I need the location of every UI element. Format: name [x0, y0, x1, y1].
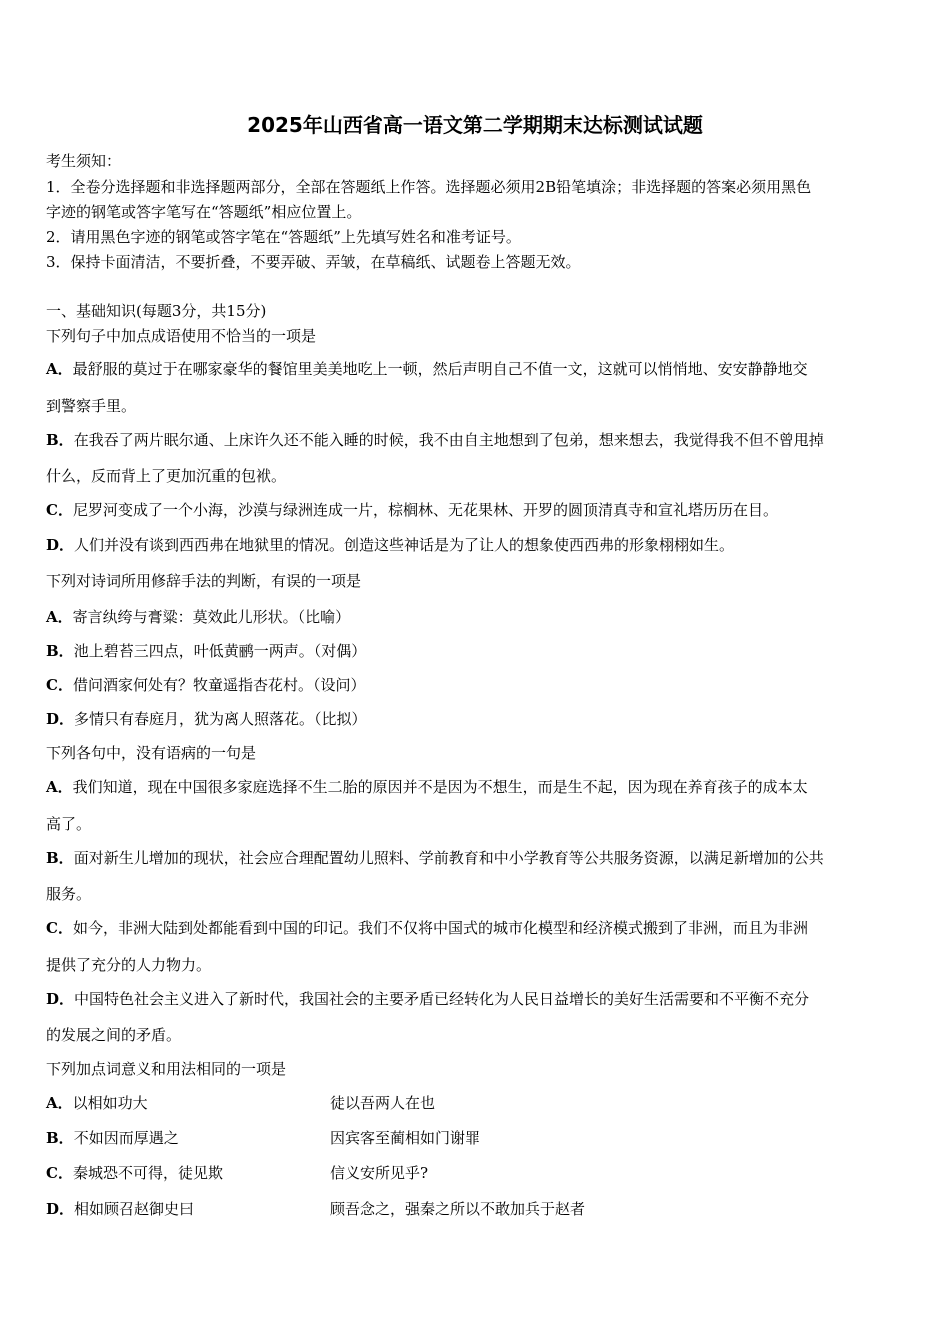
q3-option-b	[46, 847, 916, 869]
option-letter: C．	[46, 919, 73, 937]
q1-option-d	[46, 534, 916, 556]
notice-item-1: 1．全卷分选择题和非选择题两部分，全部在答题纸上作答。选择题必须用2B铅笔填涂；非选择题的答案必须用黑色	[46, 178, 812, 196]
option-letter: C．	[46, 676, 73, 694]
q2-option-c	[46, 674, 916, 696]
option-text: 如今，非洲大陆到处都能看到中国的印记。我们不仅将中国式的城市化模型和经济模式搬到了非洲，而且为非洲	[72, 919, 808, 937]
option-letter: D．	[46, 536, 75, 554]
option-text: 池上碧苔三四点，叶低黄鹂一两声。（对偶）	[73, 642, 367, 660]
q3-option-a-cont: 高了。	[46, 815, 92, 833]
q2-option-b	[46, 640, 916, 662]
notice-item-3: 3．保持卡面清洁，不要折叠，不要弄破、弄皱，在草稿纸、试题卷上答题无效。	[46, 253, 581, 271]
q4-option-d	[46, 1198, 916, 1220]
option-right-text: 信义安所见乎?	[330, 1164, 429, 1182]
option-text: 面对新生儿增加的现状，社会应合理配置幼儿照料、学前教育和中小学教育等公共服务资源，以满足新增加的公共	[73, 849, 824, 867]
option-letter: B．	[46, 431, 74, 449]
notice-item-2: 2．请用黑色字迹的钢笔或答字笔在“答题纸”上先填写姓名和准考证号。	[46, 228, 521, 246]
q1-option-b-cont: 什么，反而背上了更加沉重的包袱。	[46, 467, 287, 485]
q4-option-a	[46, 1092, 916, 1114]
q4-stem: 下列加点词意义和用法相同的一项是	[46, 1060, 287, 1078]
q1-stem: 下列句子中加点成语使用不恰当的一项是	[46, 327, 317, 345]
option-right-text: 因宾客至蔺相如门谢罪	[330, 1129, 481, 1147]
option-right-text: 徒以吾两人在也	[330, 1094, 436, 1112]
q2-option-a	[46, 606, 916, 628]
option-letter: D．	[46, 990, 75, 1008]
option-text: 人们并没有谈到西西弗在地狱里的情况。创造这些神话是为了让人的想象使西西弗的形象栩栩如生。	[74, 536, 735, 554]
option-left-text: 不如因而厚遇之	[73, 1129, 179, 1147]
option-text: 我们知道，现在中国很多家庭选择不生二胎的原因并不是因为不想生，而是生不起，因为现在养育孩子的成本太	[72, 778, 808, 796]
option-text: 借问酒家何处有？牧童遥指杏花村。（设问）	[72, 676, 366, 694]
q3-stem: 下列各句中，没有语病的一句是	[46, 744, 257, 762]
option-text: 中国特色社会主义进入了新时代，我国社会的主要矛盾已经转化为人民日益增长的美好生活需要和不平衡不充分	[74, 990, 810, 1008]
notice-heading: 考生须知：	[46, 152, 122, 170]
q1-option-b	[46, 429, 916, 451]
option-letter: A．	[46, 1094, 73, 1112]
q2-stem: 下列对诗词所用修辞手法的判断，有误的一项是	[46, 572, 362, 590]
q3-option-d-cont: 的发展之间的矛盾。	[46, 1026, 182, 1044]
option-letter: A．	[46, 608, 73, 626]
q4-option-c	[46, 1162, 916, 1184]
section-heading: 一、基础知识(每题3分，共15分)	[46, 302, 267, 320]
option-left-text: 秦城恐不可得，徒见欺	[72, 1164, 223, 1182]
option-letter: B．	[46, 849, 74, 867]
q3-option-c	[46, 917, 916, 939]
q3-option-a	[46, 776, 916, 798]
option-letter: B．	[46, 642, 74, 660]
option-letter: A．	[46, 778, 73, 796]
q1-option-a-cont: 到警察手里。	[46, 397, 137, 415]
option-left-text: 以相如功大	[72, 1094, 148, 1112]
option-text: 尼罗河变成了一个小海，沙漠与绿洲连成一片，棕榈林、无花果林、开罗的圆顶清真寺和宣礼塔历历在目。	[72, 501, 778, 519]
option-letter: D．	[46, 1200, 75, 1218]
option-right-text: 顾吾念之，强秦之所以不敢加兵于赵者	[330, 1200, 586, 1218]
q4-option-b	[46, 1127, 916, 1149]
page-title: 2025年山西省高一语文第二学期期末达标测试试题	[247, 113, 703, 137]
q3-option-b-cont: 服务。	[46, 885, 92, 903]
notice-item-1-cont: 字迹的钢笔或答字笔写在“答题纸”相应位置上。	[46, 203, 362, 221]
option-letter: A．	[46, 360, 73, 378]
option-left-text: 相如顾召赵御史曰	[74, 1200, 195, 1218]
option-letter: C．	[46, 1164, 73, 1182]
option-text: 在我吞了两片眠尔通、上床许久还不能入睡的时候，我不由自主地想到了包弟，想来想去，我觉得我不但不曾甩掉	[73, 431, 824, 449]
option-text: 最舒服的莫过于在哪家豪华的餐馆里美美地吃上一顿，然后声明自己不值一文，这就可以悄悄地、安安静静地交	[72, 360, 808, 378]
q2-option-d	[46, 708, 916, 730]
option-letter: D．	[46, 710, 75, 728]
q1-option-c	[46, 499, 916, 521]
q1-option-a	[46, 358, 916, 380]
q3-option-c-cont: 提供了充分的人力物力。	[46, 956, 212, 974]
option-text: 多情只有春庭月，犹为离人照落花。（比拟）	[74, 710, 367, 728]
option-text: 寄言纨绔与膏粱：莫效此儿形状。（比喻）	[72, 608, 351, 626]
q3-option-d	[46, 988, 916, 1010]
option-letter: B．	[46, 1129, 74, 1147]
option-letter: C．	[46, 501, 73, 519]
